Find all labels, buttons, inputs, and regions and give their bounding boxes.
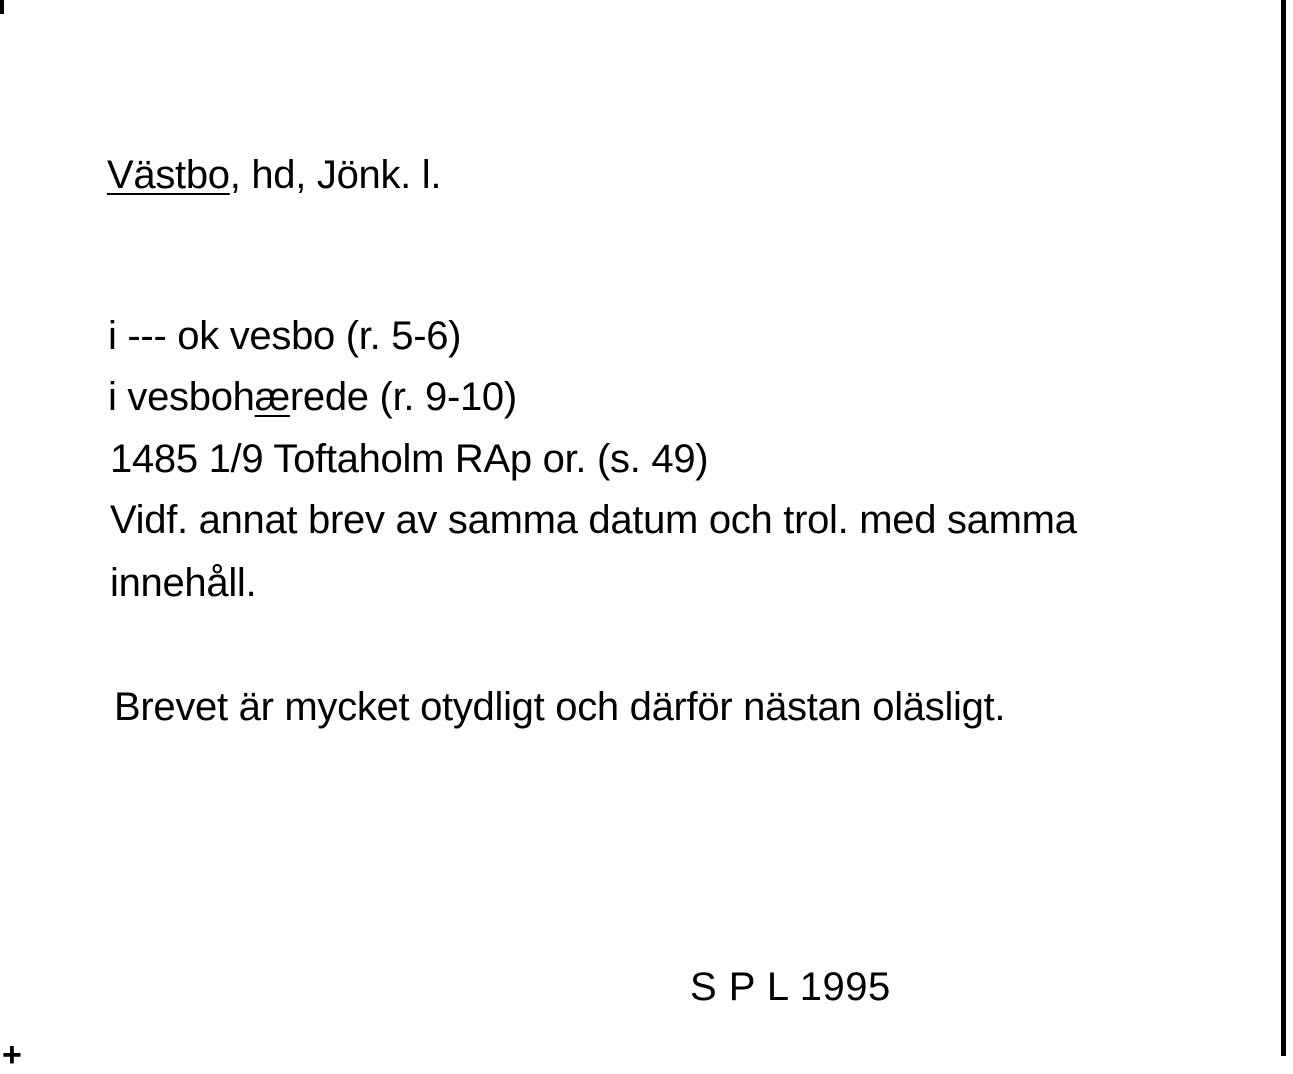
text-line-2-post: rede (r. 9-10) <box>289 375 517 419</box>
text-line-5: innehåll. <box>110 561 257 605</box>
card-heading <box>107 152 441 198</box>
text-line-2-pre: i vesboh <box>108 375 255 419</box>
text-line-1: i --- ok vesbo (r. 5-6) <box>108 314 462 358</box>
card-right-edge <box>1281 0 1286 1056</box>
signature: S P L 1995 <box>690 965 891 1009</box>
plus-mark: + <box>2 1036 22 1074</box>
text-line-3: 1485 1/9 Toftaholm RAp or. (s. 49) <box>110 437 709 481</box>
text-line-6: Brevet är mycket otydligt och därför nästan oläsligt. <box>114 685 1006 729</box>
corner-dot <box>0 0 4 14</box>
heading-rest: , hd, Jönk. l. <box>229 153 442 197</box>
text-line-2 <box>108 374 517 420</box>
text-line-2-underlined: æ <box>254 375 290 419</box>
text-line-4: Vidf. annat brev av samma datum och trol. med samma <box>110 498 1077 542</box>
heading-place: Västbo <box>107 153 230 197</box>
